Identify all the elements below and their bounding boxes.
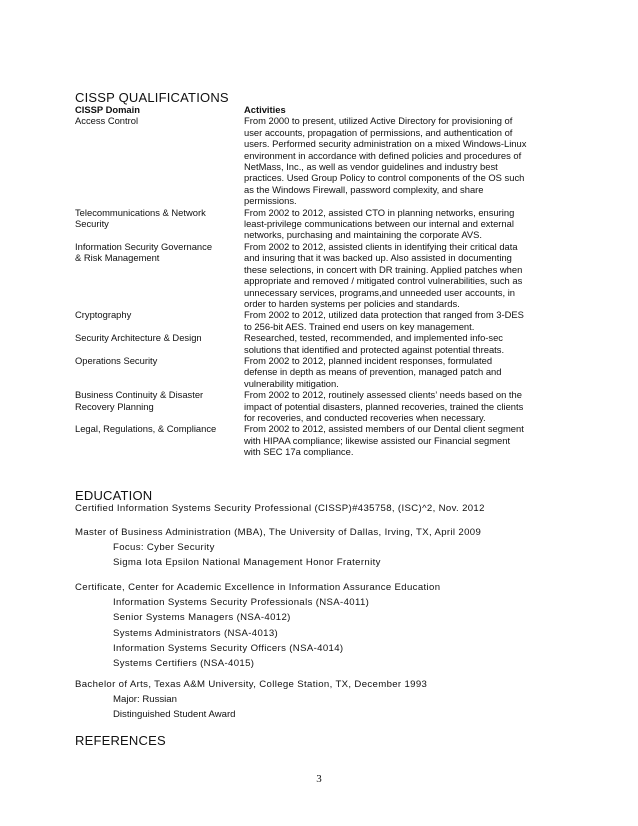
activity-line: these selections, in concert with DR training. Applied patches when [244, 263, 523, 275]
activity-line: impact of potential disasters, planned recoveries, trained the clients [244, 400, 524, 412]
activity-line: for recoveries, and conducted recoveries when necessary. [244, 411, 486, 423]
activities-cell [244, 241, 564, 309]
page-number: 3 [316, 773, 322, 785]
activity-line: From 2002 to 2012, assisted CTO in planning networks, ensuring [244, 206, 515, 218]
certificate-item: Information Systems Security Officers (NSA-4014) [113, 642, 344, 654]
activity-line: From 2002 to 2012, utilized data protection that ranged from 3-DES [244, 309, 524, 321]
activity-line: networks, purchasing and maintaining the corporate AVS. [244, 229, 482, 241]
qualification-rows [75, 115, 575, 457]
activity-line: vulnerability mitigation. [244, 377, 339, 389]
ba-major: Major: Russian [113, 694, 177, 706]
activities-cell [244, 389, 564, 423]
table-header-row [75, 104, 575, 115]
domain-cell [75, 355, 244, 389]
domain-cell [75, 241, 244, 309]
activity-line: Researched, tested, recommended, and implemented info-sec [244, 332, 503, 344]
activity-line: From 2002 to 2012, assisted clients in identifying their critical data [244, 240, 518, 252]
activity-line: appropriate and removed / mitigated control vulnerabilities, such as [244, 275, 523, 287]
activity-line: From 2002 to 2012, routinely assessed clients’ needs based on the [244, 389, 522, 401]
activity-line: environment in accordance with defined policies and procedures of [244, 149, 522, 161]
domain-line: Cryptography [75, 309, 132, 321]
table-row [75, 389, 575, 423]
activity-line: and insuring that it was backed up. Also assisted in documenting [244, 252, 512, 264]
domain-cell [75, 115, 244, 206]
certificate-item: Information Systems Security Professionals (NSA-4011) [113, 597, 370, 609]
domain-cell [75, 309, 244, 332]
table-row [75, 309, 575, 332]
activities-cell [244, 355, 564, 389]
activity-line: From 2002 to 2012, assisted members of our Dental client segment [244, 423, 524, 435]
activities-cell [244, 207, 564, 241]
activity-line: practices. Used Group Policy to control components of the OS such [244, 172, 525, 184]
activity-line: From 2000 to present, utilized Active Directory for provisioning of [244, 115, 513, 127]
table-row [75, 423, 575, 457]
activity-line: users. Performed security administration on a mixed Windows-Linux [244, 138, 527, 150]
education-entry-mba [75, 525, 595, 571]
activity-line: NetMass, Inc., as well as vendor guidelines and industry best [244, 161, 498, 173]
domain-cell [75, 207, 244, 241]
activities-cell [244, 423, 564, 457]
domain-line: Security Architecture & Design [75, 332, 202, 344]
domain-line: Telecommunications & Network [75, 206, 206, 218]
cissp-qualifications-table [75, 104, 575, 458]
education-heading: EDUCATION [75, 488, 153, 503]
table-row [75, 355, 575, 389]
activity-line: to 256-bit AES. Trained end users on key management. [244, 320, 475, 332]
activity-line: as the Windows Firewall, password complexity, and share [244, 183, 484, 195]
activity-line: solutions that identified and protected against potential threats. [244, 343, 505, 355]
certificate-item: Systems Administrators (NSA-4013) [113, 627, 279, 639]
mba-focus: Focus: Cyber Security [113, 542, 215, 554]
domain-cell [75, 332, 244, 355]
domain-line: Access Control [75, 115, 139, 127]
activity-line: defense in depth as means of prevention, managed patch and [244, 366, 502, 378]
activity-line: order to harden systems per policies and standards. [244, 297, 460, 309]
domain-line: Operations Security [75, 354, 158, 366]
certificate-item: Senior Systems Managers (NSA-4012) [113, 612, 291, 624]
activity-line: From 2002 to 2012, planned incident responses, formulated [244, 354, 493, 366]
references-heading: REFERENCES [75, 733, 166, 748]
domain-line: Legal, Regulations, & Compliance [75, 423, 217, 435]
education-entry-certificate [75, 580, 595, 671]
table-row [75, 207, 575, 241]
mba-degree: Master of Business Administration (MBA), The University of Dallas, Irving, TX, April 2009 [75, 527, 482, 538]
column-header-activities: Activities [244, 104, 286, 115]
domain-line: & Risk Management [75, 252, 160, 264]
activities-cell [244, 309, 564, 332]
cissp-heading: CISSP QUALIFICATIONS [75, 90, 229, 105]
ba-degree: Bachelor of Arts, Texas A&M University, College Station, TX, December 1993 [75, 679, 428, 690]
domain-cell [75, 389, 244, 423]
table-row [75, 115, 575, 206]
activity-line: with HIPAA compliance; likewise assisted our Financial segment [244, 434, 511, 446]
activity-line: with SEC 17a compliance. [244, 446, 354, 458]
certificate-title: Certificate, Center for Academic Excellence in Information Assurance Education [75, 582, 441, 593]
activity-line: permissions. [244, 195, 297, 207]
table-row [75, 332, 575, 355]
activities-cell [244, 332, 564, 355]
mba-honor: Sigma Iota Epsilon National Management Honor Fraternity [113, 557, 381, 569]
ba-award: Distinguished Student Award [113, 709, 236, 721]
activities-cell [244, 115, 564, 206]
certificate-item: Systems Certifiers (NSA-4015) [113, 658, 255, 670]
cissp-certification: Certified Information Systems Security Professional (CISSP)#435758, (ISC)^2, Nov. 2012 [75, 503, 485, 514]
domain-line: Information Security Governance [75, 240, 213, 252]
domain-cell [75, 423, 244, 457]
column-header-domain: CISSP Domain [75, 104, 140, 115]
domain-line: Business Continuity & Disaster [75, 389, 204, 401]
education-entry-cissp [75, 501, 595, 516]
activity-line: user accounts, propagation of permissions, and authentication of [244, 126, 513, 138]
activity-line: unnecessary services, programs,and unneeded user accounts, in [244, 286, 515, 298]
domain-line: Security [75, 218, 109, 230]
table-row [75, 241, 575, 309]
domain-line: Recovery Planning [75, 400, 154, 412]
education-entry-ba [75, 677, 595, 723]
activity-line: least-privilege communications between our internal and external [244, 218, 514, 230]
